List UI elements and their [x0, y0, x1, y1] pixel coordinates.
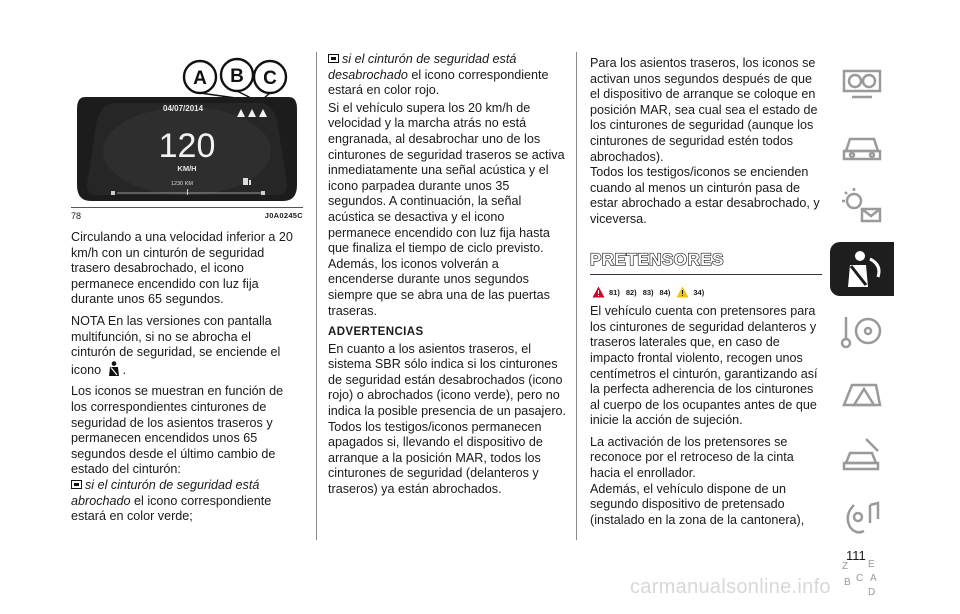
key-steering-icon: [838, 309, 886, 353]
danger-triangle-icon: [592, 286, 605, 298]
ref-82[interactable]: 82): [625, 287, 637, 297]
figure-caption: [71, 211, 303, 223]
svg-text:Z: Z: [842, 561, 849, 572]
seatbelt-warning-icon: [107, 361, 121, 377]
tab-safety[interactable]: [830, 242, 894, 296]
cluster-illustration: [71, 53, 303, 203]
section-title: PRETENSORES: [590, 249, 724, 269]
paragraph: Circulando a una velocidad inferior a 20 km/h con un cinturón de seguridad trasero desabrochado, el icono permanece encendido con luz fija durante unos 65 segundos.: [71, 230, 293, 307]
chapter-tabs: [830, 56, 894, 614]
text-column-3: [590, 56, 822, 534]
callout-b: [221, 59, 253, 91]
warning-references: [590, 285, 822, 301]
figure-code: J0A0245C: [264, 211, 303, 220]
display-date: 04/07/2014: [163, 104, 204, 113]
paragraph: Además, el vehículo dispone de un segundo dispositivo de pretensado (instalado en la zona de la cantonera),: [590, 481, 805, 527]
text-column-2: [328, 52, 568, 504]
paragraph: La activación de los pretensores se reconoce por el retroceso de la cinta hacia el enrollador.: [590, 434, 794, 481]
list-item-italic: si el cinturón de seguridad está desabrochado: [328, 52, 517, 82]
instrument-cluster-figure: [71, 53, 303, 203]
svg-text:A: A: [870, 573, 877, 584]
ref-84[interactable]: 84): [659, 287, 671, 297]
paragraph: Todos los testigos/iconos permanecen apagados si, llevando el dispositivo de arranque a la posición MAR, todos los cinturones de seguridad (delanteros y traseros) ya están abrochados.: [328, 419, 543, 497]
list-item-buckled: [71, 478, 293, 525]
square-bullet-icon: [328, 54, 339, 64]
svg-text:A: A: [193, 68, 207, 89]
ref-34[interactable]: 34): [693, 287, 705, 297]
tab-warning-lights[interactable]: [830, 180, 894, 234]
svg-text:C: C: [856, 573, 864, 584]
list-item-unbuckled: [328, 52, 568, 99]
tab-vehicle[interactable]: [830, 118, 894, 172]
wrench-car-icon: [838, 433, 886, 477]
note-text: NOTA En las versiones con pantalla multifunción, si no se abrocha el cinturón de seguridad, se enciende el icono: [71, 313, 281, 377]
svg-text:E: E: [868, 559, 875, 570]
warnings-heading: ADVERTENCIAS: [328, 326, 424, 339]
display-odometer: 1230 KM: [171, 181, 194, 187]
display-unit: KM/H: [177, 164, 197, 173]
dashboard-icon: [838, 61, 886, 105]
text-column-1: [71, 230, 293, 525]
tab-dashboard[interactable]: [830, 56, 894, 110]
display-speed: 120: [158, 127, 216, 165]
column-divider: [576, 52, 577, 540]
car-icon: [838, 123, 886, 167]
airbag-seatbelt-icon: [838, 247, 886, 291]
list-item-italic: si el cinturón de seguridad está abrochado: [71, 477, 260, 508]
watermark: carmanualsonline.info: [630, 576, 831, 598]
svg-text:B: B: [844, 577, 851, 588]
ref-81[interactable]: 81): [609, 287, 620, 297]
svg-text:B: B: [230, 66, 244, 87]
svg-text:C: C: [263, 68, 277, 89]
lights-message-icon: [838, 185, 886, 229]
caution-triangle-icon: [676, 286, 689, 298]
tab-multimedia[interactable]: [830, 490, 894, 544]
paragraph: En cuanto a los asientos traseros, el sistema SBR sólo indica si los cinturones de seguridad están desabrochados (icono rojo) o abrochados (icono verde), pero no indica la posible presencia de un pasajero.: [328, 341, 567, 419]
figure-number: 78: [71, 211, 82, 221]
paragraph: Si el vehículo supera los 20 km/h de velocidad y la marcha atrás no está engranada, al desabrochar uno de los cinturones de seguridad traseros se activa inmediatamente una señal acústica y el icono parpadea durante unos 35 segundos. A continuación, la señal acústica se desactiva y el icono permanece encendido con luz fija hasta que finaliza el tiempo de ciclo previsto. Además, los iconos volverán a encenderse durante unos segundos siempre que se abra una de las puertas traseras.: [328, 100, 565, 318]
section-rule: [590, 274, 822, 275]
multimedia-icon: [838, 495, 886, 539]
page-number: 111: [846, 548, 866, 563]
paragraph: Para los asientos traseros, los iconos se activan unos segundos después de que el dispositivo de arranque se coloque en posición MAR, sea cual sea el estado de los cinturones de seguridad (aunque los cinturones de seguridad estén todos abrochados).: [590, 56, 818, 164]
callout-a: [184, 61, 216, 93]
note-paragraph: [71, 314, 293, 378]
tab-emergency[interactable]: [830, 366, 894, 420]
list-item-text: el icono correspondiente estará en color verde;: [71, 493, 272, 524]
tab-maintenance[interactable]: [830, 428, 894, 482]
ref-83[interactable]: 83): [642, 287, 654, 297]
figure-rule: [71, 207, 303, 208]
seatbelt-display-icons: [237, 109, 267, 117]
paragraph: Los iconos se muestran en función de los correspondientes cinturones de seguridad de los asientos traseros y permanecen encendidos unos 65 segundos desde el último cambio de estado del cinturón:: [71, 384, 284, 477]
paragraph: Todos los testigos/iconos se encienden cuando al menos un cinturón pasa de estar abrochado a estar desabrochado, y viceversa.: [590, 165, 820, 226]
callout-c: [254, 61, 286, 93]
list-item-text: el icono correspondiente estará en color rojo.: [328, 67, 549, 98]
svg-text:D: D: [868, 587, 876, 598]
tab-start-drive[interactable]: [830, 304, 894, 358]
note-end: .: [122, 362, 127, 377]
column-divider: [316, 52, 317, 540]
paragraph: El vehículo cuenta con pretensores para los cinturones de seguridad delanteros y traseros laterales que, en caso de impacto frontal violento, recogen unos centímetros el cinturón, garantizando así la perfecta adherencia de los cinturones al cuerpo de los ocupantes antes de que inicie la acción de sujeción.: [590, 304, 818, 428]
square-bullet-icon: [71, 480, 82, 490]
warning-triangle-icon: [838, 371, 886, 415]
